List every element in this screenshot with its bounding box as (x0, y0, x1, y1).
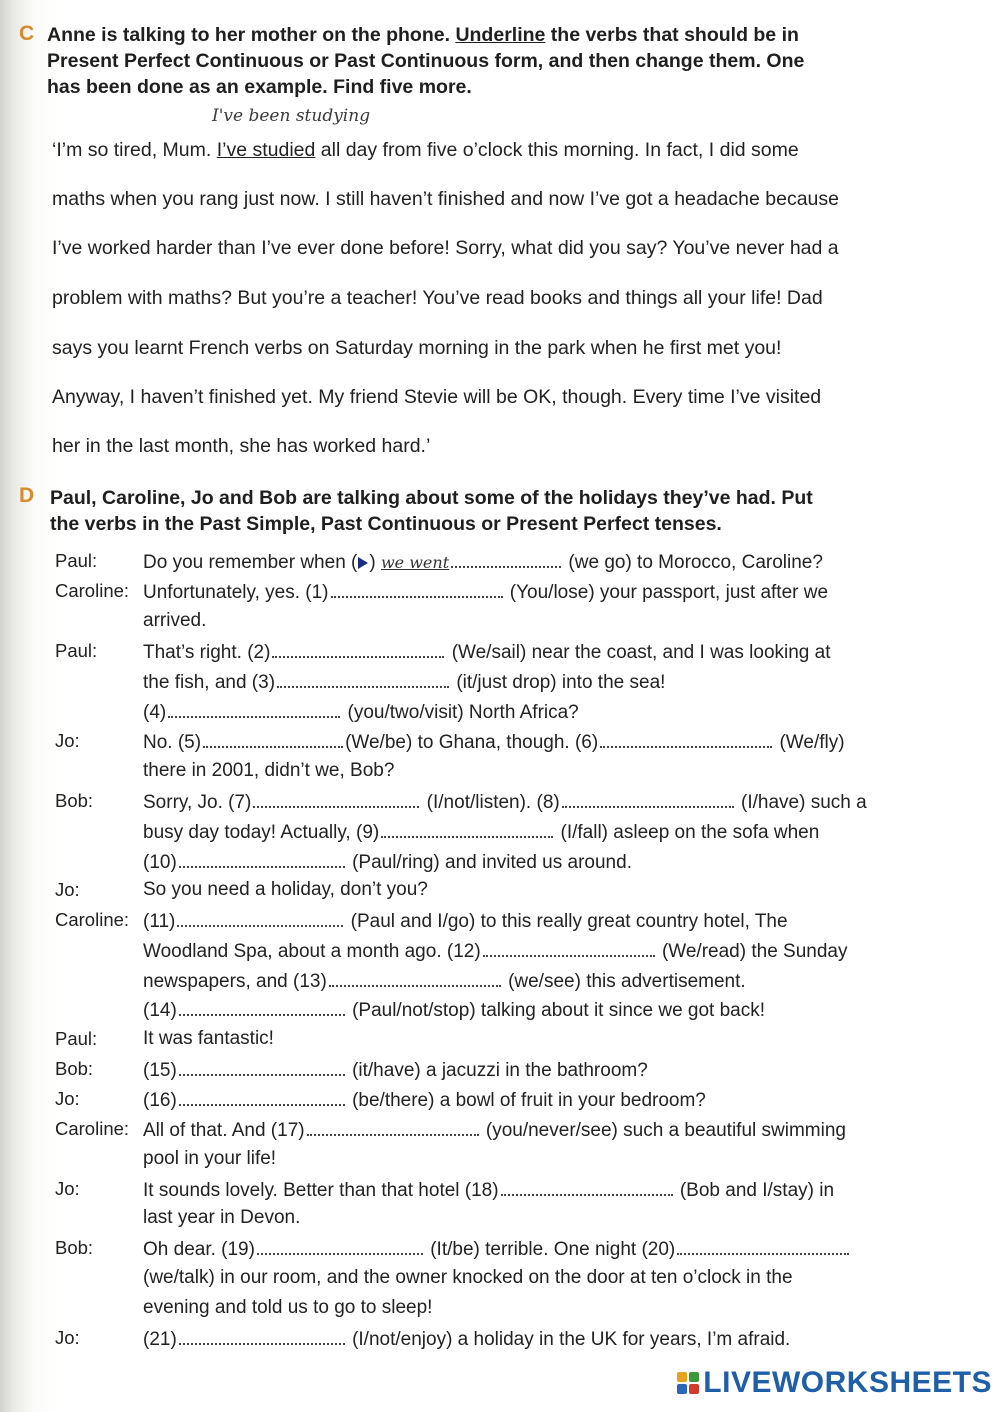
paragraph-line: says you learnt French verbs on Saturday morning in the park when he first met you! (52, 337, 782, 359)
answer-blank-18[interactable] (501, 1178, 673, 1196)
paragraph-line: problem with maths? But you’re a teacher! You’ve read books and things all your life! Dad (52, 287, 823, 309)
answer-blank-6[interactable] (600, 730, 772, 748)
dialogue-line: pool in your life! (143, 1148, 277, 1169)
dialogue-line: All of that. And (17) (you/never/see) such a beautiful swimming (143, 1120, 846, 1141)
answer-blank-11[interactable] (177, 909, 343, 927)
dialogue-line: (14) (Paul/not/stop) talking about it since we got back! (143, 1000, 766, 1021)
heading-text: the verbs in the Past Simple, Past Continuous or Present Perfect tenses. (50, 513, 722, 535)
dialogue-line: (15) (it/have) a jacuzzi in the bathroom? (143, 1060, 648, 1081)
answer-blank-14[interactable] (179, 998, 345, 1016)
dialogue-line: (11) (Paul and I/go) to this really great country hotel, The (143, 911, 788, 932)
dialogue-line: busy day today! Actually, (9) (I/fall) asleep on the sofa when (143, 822, 820, 843)
dialogue-line: Do you remember when ( ) we went (we go) to Morocco, Caroline? (143, 552, 823, 573)
dialogue-line: Woodland Spa, about a month ago. (12) (We/read) the Sunday (143, 941, 848, 962)
dialogue-line: It sounds lovely. Better than that hotel (18) (Bob and I/stay) in (143, 1180, 835, 1201)
speaker-label: Caroline: (55, 1118, 130, 1139)
speaker-label: Jo: (55, 1327, 80, 1348)
dialogue-line: That’s right. (2) (We/sail) near the coast, and I was looking at (143, 642, 831, 663)
speaker-label: Caroline: (55, 909, 130, 930)
heading-text: the verbs that should be in (545, 24, 799, 46)
dialogue-line: (4) (you/two/visit) North Africa? (143, 702, 579, 723)
speaker-label: Jo: (55, 730, 80, 751)
dialogue-line: Unfortunately, yes. (1) (You/lose) your passport, just after we (143, 582, 829, 603)
answer-blank-4[interactable] (168, 700, 340, 718)
dialogue-line: So you need a holiday, don’t you? (143, 879, 428, 900)
speaker-label: Jo: (55, 1178, 80, 1199)
dialogue-line: It was fantastic! (143, 1028, 274, 1049)
dialogue-line: (10) (Paul/ring) and invited us around. (143, 852, 632, 873)
play-icon (358, 557, 368, 569)
speaker-label: Jo: (55, 879, 80, 900)
paragraph-line: ‘I’m so tired, Mum. I’ve studied all day from five o’clock this morning. In fact, I did some (52, 139, 799, 161)
section-c-heading (47, 22, 947, 100)
heading-text: Present Perfect Continuous or Past Continuous form, and then change them. One (47, 50, 805, 72)
example-answer: we went (380, 553, 450, 572)
answer-blank-12[interactable] (483, 939, 655, 957)
paragraph-line: maths when you rang just now. I still haven’t finished and now I’ve got a headache because (52, 188, 839, 210)
answer-blank-9[interactable] (381, 820, 553, 838)
answer-blank-15[interactable] (179, 1058, 345, 1076)
answer-blank-2[interactable] (272, 640, 444, 658)
dialogue-line: newspapers, and (13) (we/see) this advertisement. (143, 971, 746, 992)
speaker-label: Paul: (55, 1028, 98, 1049)
speaker-label: Bob: (55, 790, 94, 811)
heading-text: Anne is talking to her mother on the phone. (47, 24, 456, 46)
dialogue-line: the fish, and (3) (it/just drop) into the sea! (143, 672, 666, 693)
dialogue-line: (21) (I/not/enjoy) a holiday in the UK for years, I’m afraid. (143, 1329, 791, 1350)
dialogue-line: arrived. (143, 610, 207, 631)
dialogue-line: there in 2001, didn’t we, Bob? (143, 760, 395, 781)
answer-blank-5[interactable] (203, 730, 343, 748)
answer-blank-1[interactable] (331, 580, 503, 598)
answer-blank-20[interactable] (677, 1237, 849, 1255)
handwritten-correction: I've been studying (212, 106, 371, 126)
liveworksheets-logo-icon (677, 1372, 699, 1394)
answer-blank-13[interactable] (329, 969, 501, 987)
section-d-letter: D (19, 484, 35, 507)
answer-blank-16[interactable] (179, 1088, 345, 1106)
answer-blank-19[interactable] (257, 1237, 423, 1255)
dialogue-line: evening and told us to go to sleep! (143, 1297, 433, 1318)
dialogue-line: Oh dear. (19) (It/be) terrible. One night (20) (143, 1237, 851, 1261)
speaker-label: Caroline: (55, 580, 130, 601)
heading-text: has been done as an example. Find five more. (47, 76, 472, 98)
example-underlined-verb[interactable]: I’ve studied (216, 139, 316, 161)
dialogue-line: Sorry, Jo. (7) (I/not/listen). (8) (I/have) such a (143, 792, 867, 813)
answer-blank[interactable] (451, 550, 561, 568)
speaker-label: Paul: (55, 550, 98, 571)
dialogue-line: (16) (be/there) a bowl of fruit in your bedroom? (143, 1090, 706, 1111)
dialogue-line: (we/talk) in our room, and the owner knocked on the door at ten o’clock in the (143, 1267, 793, 1288)
speaker-label: Jo: (55, 1088, 80, 1109)
liveworksheets-logo[interactable] (677, 1366, 992, 1400)
answer-blank-10[interactable] (179, 850, 345, 868)
speaker-label: Paul: (55, 640, 98, 661)
speaker-label: Bob: (55, 1058, 94, 1079)
logo-text: LIVEWORKSHEETS (703, 1366, 992, 1399)
dialogue-line: No. (5) (We/be) to Ghana, though. (6) (We/fly) (143, 732, 845, 753)
answer-blank-3[interactable] (277, 670, 449, 688)
answer-blank-8[interactable] (562, 790, 734, 808)
paragraph-line: Anyway, I haven’t finished yet. My friend Stevie will be OK, though. Every time I’ve visited (52, 386, 822, 408)
section-d-heading (50, 485, 950, 537)
paragraph-line: I’ve worked harder than I’ve ever done before! Sorry, what did you say? You’ve never had a (52, 237, 839, 259)
speaker-label: Bob: (55, 1237, 94, 1258)
heading-underlined-word: Underline (455, 24, 546, 46)
heading-text: Paul, Caroline, Jo and Bob are talking about some of the holidays they’ve had. Put (50, 487, 813, 509)
answer-blank-17[interactable] (307, 1118, 479, 1136)
dialogue-line: last year in Devon. (143, 1207, 301, 1228)
answer-blank-7[interactable] (253, 790, 419, 808)
paragraph-line: her in the last month, she has worked hard.’ (52, 435, 431, 457)
answer-blank-21[interactable] (179, 1327, 345, 1345)
section-c-letter: C (19, 22, 35, 45)
